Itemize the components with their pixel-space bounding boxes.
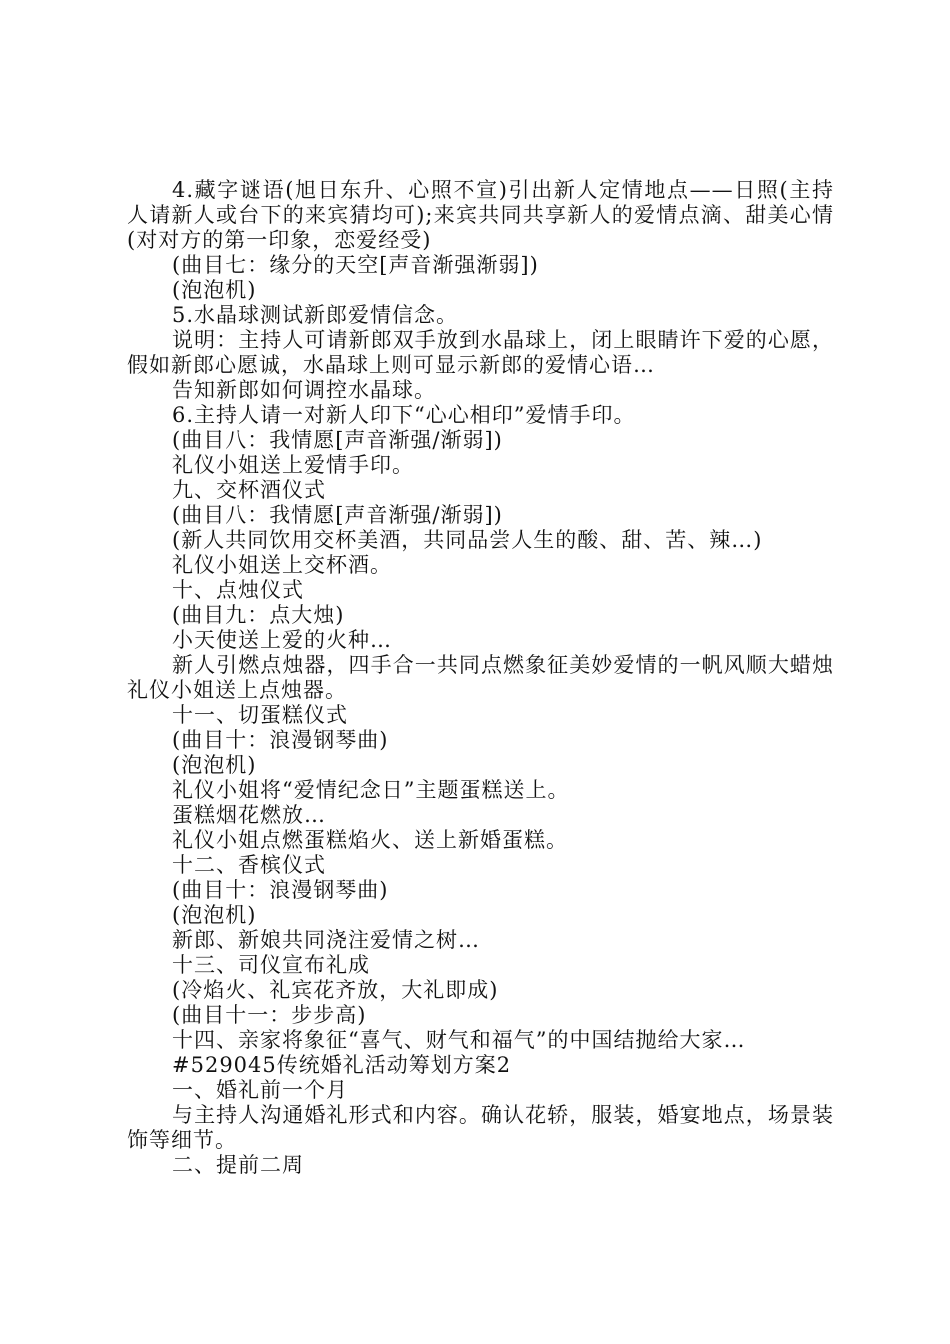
paragraph: 礼仪小姐送上爱情手印。 (172, 453, 414, 477)
paragraph: (曲目十一：步步高) (172, 1003, 367, 1027)
section-heading: 九、交杯酒仪式 (172, 478, 326, 502)
paragraph: 小天使送上爱的火种… (172, 628, 392, 652)
paragraph: 告知新郎如何调控水晶球。 (172, 378, 436, 402)
paragraph: (泡泡机) (172, 903, 257, 927)
section-heading: 十四、亲家将象征“喜气、财气和福气”的中国结抛给大家… (172, 1028, 746, 1052)
paragraph: (曲目七：缘分的天空[声音渐强渐弱]) (172, 253, 539, 277)
section-heading: 十二、香槟仪式 (172, 853, 326, 877)
paragraph: 新郎、新娘共同浇注爱情之树… (172, 928, 480, 952)
paragraph: (曲目十：浪漫钢琴曲) (172, 878, 389, 902)
section-heading: 十三、司仪宣布礼成 (172, 953, 370, 977)
paragraph: (新人共同饮用交杯美酒，共同品尝人生的酸、甜、苦、辣…) (172, 528, 763, 552)
paragraph: (曲目八：我情愿[声音渐强/渐弱]) (172, 503, 503, 527)
paragraph: 5.水晶球测试新郎爱情信念。 (172, 303, 459, 327)
paragraph: 与主持人沟通婚礼形式和内容。确认花轿，服装，婚宴地点，场景装饰等细节。 (127, 1103, 834, 1152)
section-heading: 十、点烛仪式 (172, 578, 304, 602)
section-heading: 一、婚礼前一个月 (172, 1078, 348, 1102)
paragraph: 新人引燃点烛器，四手合一共同点燃象征美妙爱情的一帆风顺大蜡烛礼仪小姐送上点烛器。 (127, 653, 834, 702)
paragraph: (曲目九：点大烛) (172, 603, 345, 627)
paragraph: 蛋糕烟花燃放… (172, 803, 326, 827)
paragraph: (泡泡机) (172, 753, 257, 777)
section-heading: 二、提前二周 (172, 1153, 304, 1177)
paragraph: 礼仪小姐将“爱情纪念日”主题蛋糕送上。 (172, 778, 570, 802)
paragraph: 4.藏字谜语(旭日东升、心照不宣)引出新人定情地点——日照(主持人请新人或台下的来宾猜均可);来宾共同共享新人的爱情点滴、甜美心情(对对方的第一印象，恋爱经受) (127, 178, 834, 252)
paragraph: 礼仪小姐点燃蛋糕焰火、送上新婚蛋糕。 (172, 828, 568, 852)
paragraph: (泡泡机) (172, 278, 257, 302)
section-heading: 十一、切蛋糕仪式 (172, 703, 348, 727)
paragraph: 说明：主持人可请新郎双手放到水晶球上，闭上眼睛许下爱的心愿，假如新郎心愿诚，水晶球上则可显示新郎的爱情心语… (127, 328, 834, 377)
document-title: #529045传统婚礼活动筹划方案2 (172, 1053, 512, 1077)
paragraph: (曲目八：我情愿[声音渐强/渐弱]) (172, 428, 503, 452)
document-body (127, 178, 834, 1178)
paragraph: (冷焰火、礼宾花齐放，大礼即成) (172, 978, 499, 1002)
paragraph: 6.主持人请一对新人印下“心心相印”爱情手印。 (172, 403, 636, 427)
paragraph: (曲目十：浪漫钢琴曲) (172, 728, 389, 752)
paragraph: 礼仪小姐送上交杯酒。 (172, 553, 392, 577)
